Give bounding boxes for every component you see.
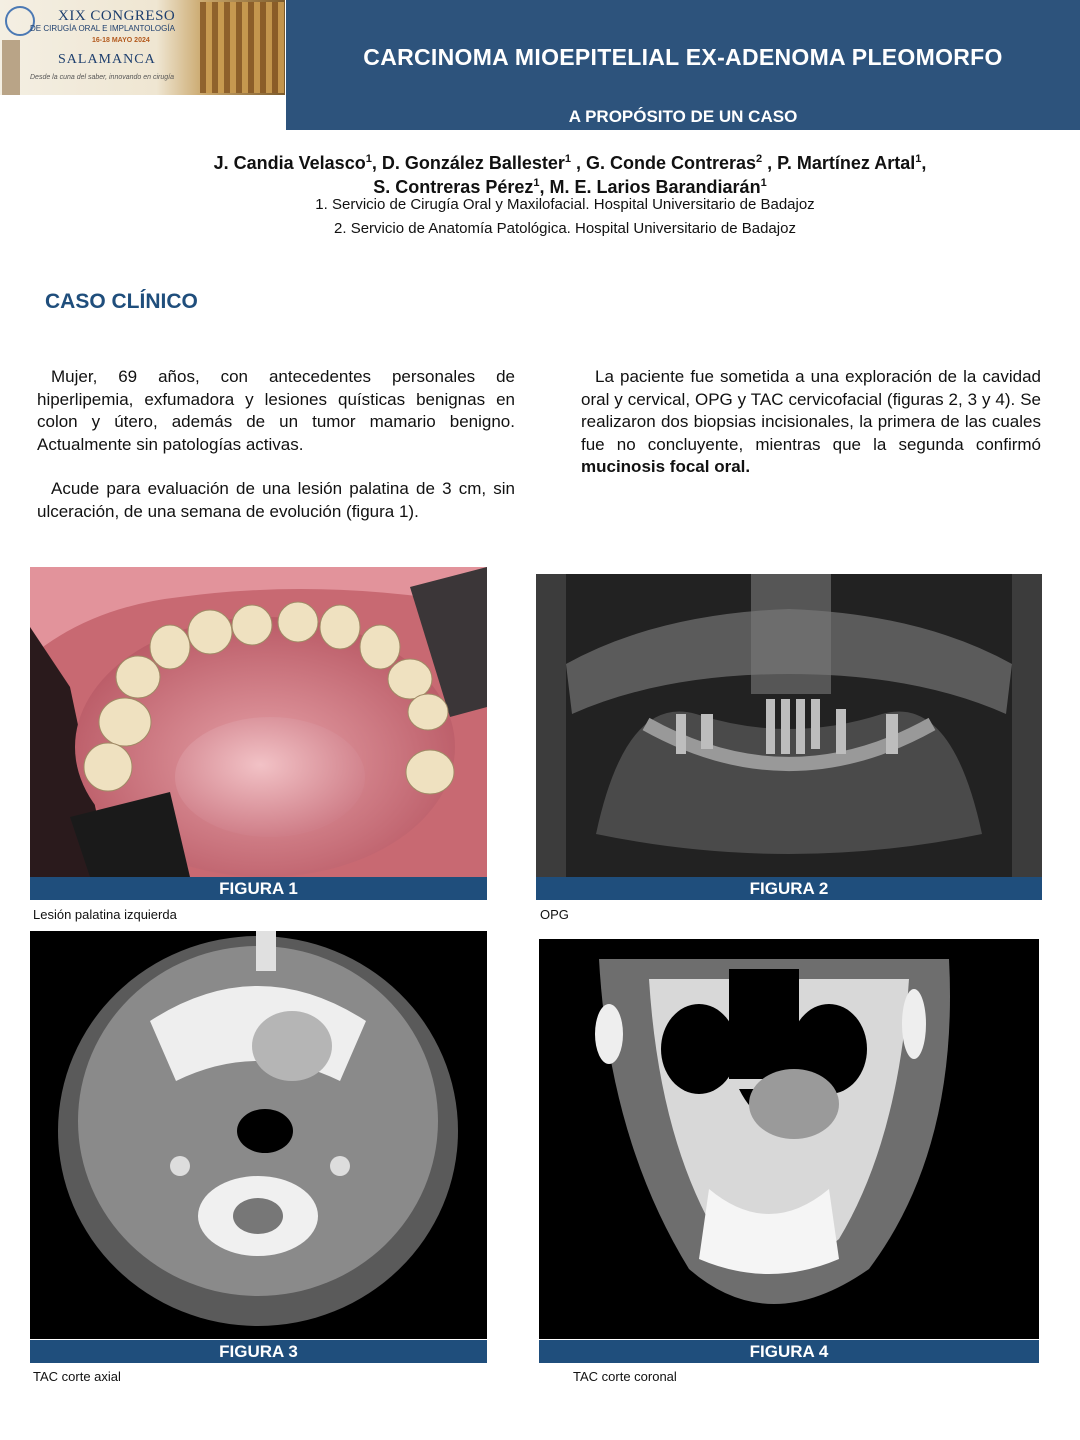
- case-paragraph-history: Mujer, 69 años, con antecedentes personales de hiperlipemia, exfumadora y lesiones quísticas benignas en colon y útero, además de un tumor mamario benigno. Actualmente sin patologías activas.: [37, 367, 515, 454]
- ct-axial: [30, 931, 487, 1339]
- left-column: [37, 366, 515, 523]
- figure-3-label: FIGURA 3: [30, 1340, 487, 1363]
- case-paragraph-presentation: Acude para evaluación de una lesión palatina de 3 cm, sin ulceración, de una semana de evolución (figura 1).: [37, 479, 515, 521]
- logo-date-days: 16-18 MAYO: [92, 37, 133, 44]
- author-affiliation-mark: 1: [760, 177, 767, 189]
- author: , P. Martínez Artal: [762, 153, 916, 173]
- author-separator: ,: [921, 153, 927, 173]
- author: S. Contreras Pérez: [373, 177, 534, 197]
- figure-2-caption: OPG: [540, 907, 569, 922]
- author-affiliation-mark: 1: [533, 177, 540, 189]
- author: , M. E. Larios Barandiarán: [539, 177, 761, 197]
- author-affiliation-mark: 1: [915, 153, 922, 165]
- author-affiliation-mark: 2: [756, 153, 763, 165]
- logo-city: SALAMANCA: [58, 52, 156, 67]
- figure-4-image: [539, 939, 1039, 1339]
- right-column: [581, 366, 1041, 479]
- logo-date-year: 2024: [134, 37, 150, 44]
- ct-coronal: [539, 939, 1039, 1339]
- case-paragraph-workup: [581, 366, 1041, 479]
- congress-logo: [0, 0, 285, 95]
- author-affiliation-mark: 1: [365, 153, 372, 165]
- palate-photo: [30, 567, 487, 877]
- affiliation-1: 1. Servicio de Cirugía Oral y Maxilofacial. Hospital Universitario de Badajoz: [315, 196, 815, 213]
- figure-4-label: FIGURA 4: [539, 1340, 1039, 1363]
- authors-line-2: [60, 172, 1080, 199]
- facade-illustration: [200, 2, 284, 93]
- figure-1-caption: Lesión palatina izquierda: [33, 907, 177, 922]
- logo-motto: Desde la cuna del saber, innovando en cirugía: [30, 74, 174, 81]
- section-title: CASO CLÍNICO: [45, 290, 198, 313]
- author: J. Candia Velasco: [213, 153, 366, 173]
- author: , G. Conde Contreras: [571, 153, 757, 173]
- logo-line-2: DE CIRUGÍA ORAL E IMPLANTOLOGÍA: [30, 24, 175, 33]
- workup-text: La paciente fue sometida a una exploración de la cavidad oral y cervical, OPG y TAC cervicofacial (figuras 2, 3 y 4). Se realizaron dos biopsias incisionales, la primera de las cuales fue no concluyente, mientras que la segunda confirmó: [581, 367, 1041, 454]
- logo-dates: [92, 37, 150, 44]
- logo-line-1: XIX CONGRESO: [58, 8, 176, 24]
- poster-subtitle: A PROPÓSITO DE UN CASO: [568, 107, 798, 126]
- author: , D. González Ballester: [371, 153, 565, 173]
- figure-3-image: [30, 931, 487, 1339]
- authors-line-1: [60, 148, 1080, 175]
- author-affiliation-mark: 1: [564, 153, 572, 165]
- affiliation-2: 2. Servicio de Anatomía Patológica. Hospital Universitario de Badajoz: [334, 220, 796, 237]
- diagnosis-bold: mucinosis focal oral.: [581, 457, 751, 476]
- figure-2-label: FIGURA 2: [536, 877, 1042, 900]
- figure-4-caption: TAC corte coronal: [573, 1369, 677, 1384]
- figure-1-image: [30, 567, 487, 877]
- figure-2-image: [536, 574, 1042, 877]
- figure-3-caption: TAC corte axial: [33, 1369, 121, 1384]
- cathedral-tower-illustration: [2, 40, 20, 95]
- opg-xray: [536, 574, 1042, 877]
- figure-1-label: FIGURA 1: [30, 877, 487, 900]
- poster-title: CARCINOMA MIOEPITELIAL EX-ADENOMA PLEOMORFO: [363, 44, 1003, 70]
- title-banner: [286, 0, 1080, 130]
